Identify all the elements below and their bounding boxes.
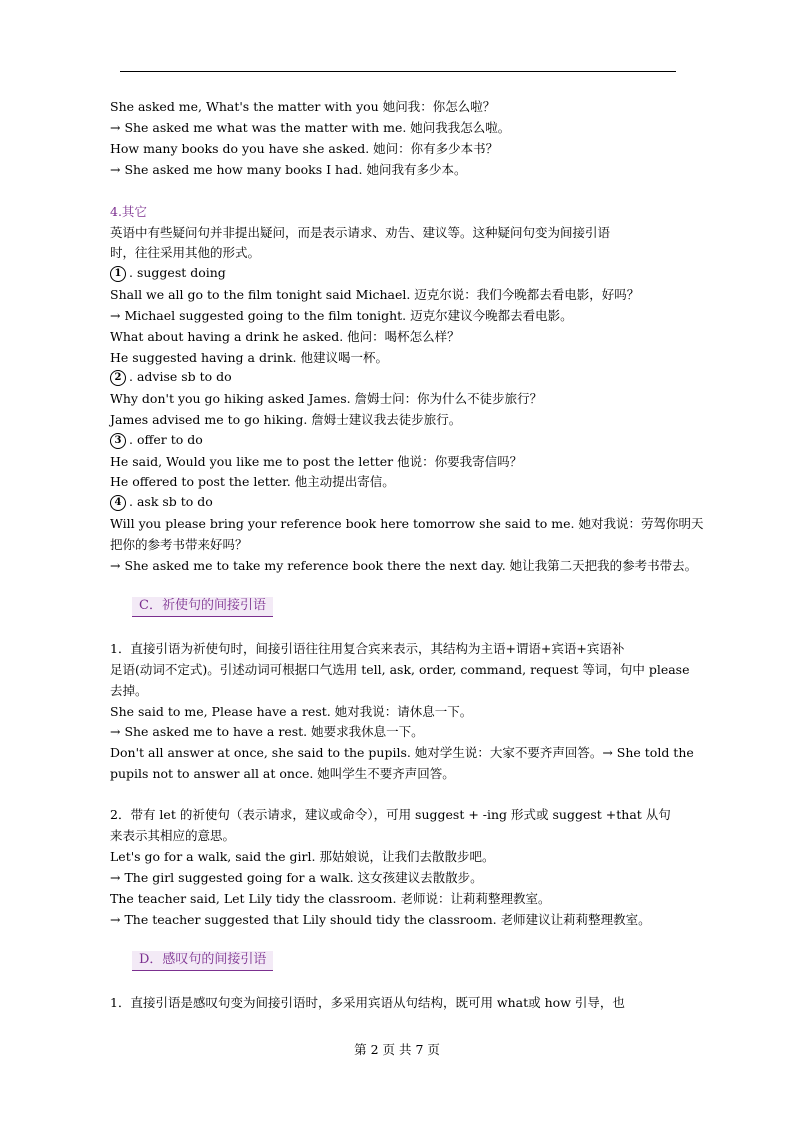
page-footer: 第 2 页 共 7 页 (354, 1042, 440, 1057)
text-line: → She asked me to take my reference book there the next day. 她让我第二天把我的参考书带去。 (110, 558, 698, 573)
text-line: → The teacher suggested that Lily should tidy the classroom. 老师建议让莉莉整理教室。 (110, 912, 651, 927)
list-item-label: . advise sb to do (129, 369, 232, 384)
text-line: → She asked me how many books I had. 她问我有多少本。 (110, 162, 467, 177)
circled-number: 4 (110, 495, 126, 511)
text-line: What about having a drink he asked. 他问：喝杯怎么样？ (110, 329, 460, 344)
paragraph-line: 2．带有 let 的祈使句（表示请求，建议或命令），可用 suggest + -ing 形式或 suggest +that 从句 (110, 807, 671, 822)
list-item-label: . suggest doing (129, 265, 226, 280)
text-line: Shall we all go to the film tonight said Michael. 迈克尔说：我们今晚都去看电影，好吗？ (110, 287, 640, 302)
text-line: → She asked me to have a rest. 她要求我休息一下。 (110, 724, 424, 739)
text-line: Will you please bring your reference book here tomorrow she said to me. 她对我说：劳驾你明天 (110, 516, 704, 531)
text-line: The teacher said, Let Lily tidy the classroom. 老师说：让莉莉整理教室。 (110, 891, 551, 906)
text-line: → Michael suggested going to the film tonight. 迈克尔建议今晚都去看电影。 (110, 308, 573, 323)
text-line: Don't all answer at once, she said to the pupils. 她对学生说：大家不要齐声回答。→ She told the (110, 745, 694, 760)
circled-number: 2 (110, 370, 126, 386)
text-line: Let's go for a walk, said the girl. 那姑娘说，让我们去散散步吧。 (110, 849, 495, 864)
circled-number: 1 (110, 266, 126, 282)
paragraph-line: 去掉。 (110, 683, 148, 698)
section-heading-d: D．感叹句的间接引语 (132, 951, 273, 971)
list-item-label: . ask sb to do (129, 494, 213, 509)
header-rule (120, 71, 676, 72)
text-line: He offered to post the letter. 他主动提出寄信。 (110, 474, 395, 489)
text-line: Why don't you go hiking asked James. 詹姆士问：你为什么不徒步旅行？ (110, 391, 543, 406)
paragraph-line: 来表示其相应的意思。 (110, 828, 236, 843)
text-line: How many books do you have she asked. 她问：你有多少本书？ (110, 141, 499, 156)
list-item (110, 368, 232, 386)
text-line: → She asked me what was the matter with me. 她问我我怎么啦。 (110, 120, 511, 135)
text-line: She asked me, What's the matter with you 她问我：你怎么啦？ (110, 99, 496, 114)
section-heading-c: C．祈使句的间接引语 (132, 597, 273, 617)
text-line: pupils not to answer all at once. 她叫学生不要齐声回答。 (110, 766, 455, 781)
text-line: 把你的参考书带来好吗？ (110, 537, 248, 552)
paragraph-line: 英语中有些疑问句并非提出疑问，而是表示请求、劝告、建议等。这种疑问句变为间接引语 (110, 225, 611, 240)
paragraph-line: 时，往往采用其他的形式。 (110, 245, 261, 260)
paragraph-line: 足语(动词不定式)。引述动词可根据口气选用 tell, ask, order, command, request 等词，句中 please (110, 662, 690, 677)
text-line: He said, Would you like me to post the letter 他说：你要我寄信吗？ (110, 454, 523, 469)
text-line: She said to me, Please have a rest. 她对我说：请休息一下。 (110, 704, 473, 719)
section-title: 4.其它 (110, 204, 147, 219)
paragraph-line: 1．直接引语为祈使句时，间接引语往往用复合宾来表示，其结构为主语+谓语+宾语+宾语补 (110, 641, 625, 656)
list-item (110, 431, 203, 449)
list-item-label: . offer to do (129, 432, 203, 447)
text-line: → The girl suggested going for a walk. 这女孩建议去散散步。 (110, 870, 483, 885)
text-line: He suggested having a drink. 他建议喝一杯。 (110, 350, 389, 365)
list-item (110, 264, 226, 282)
circled-number: 3 (110, 433, 126, 449)
text-line: James advised me to go hiking. 詹姆士建议我去徒步旅行。 (110, 412, 462, 427)
paragraph-line: 1．直接引语是感叹句变为间接引语时，多采用宾语从句结构，既可用 what或 how 引导，也 (110, 995, 625, 1010)
list-item (110, 493, 213, 511)
